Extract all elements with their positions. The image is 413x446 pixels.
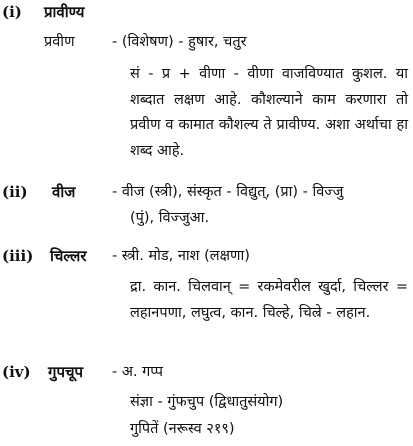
entry-number: (ii) — [2, 183, 28, 201]
entry-definition-line: - वीज (स्त्री), संस्कृत - विद्युत्, (प्रा) - विज्जु — [112, 184, 344, 200]
sub-word: प्रवीण — [44, 34, 75, 50]
entry-explanation: द्रा. कान. चिलवान् = रकमेवरील खुर्दा, चिल्लर = लहानपणा, लघुत्व, कान. चिल्हे, चिल्रे - लहान. — [130, 279, 408, 321]
entry-number: (iii) — [2, 247, 34, 265]
entry-explanation: सं - प्र + वीणा - वीणा वाजविण्यात कुशल. या शब्दात लक्षण आहे. कौशल्याने काम करणारा तो प्रवीण व कामात कौशल्य ते प्रावीण्य. अशा अर्थाचा हा शब्द आहे. — [130, 66, 408, 159]
entry-number: (iv) — [2, 363, 31, 381]
entry-definition-line: - स्त्री. मोड, नाश (लक्षणा) — [112, 248, 250, 264]
entry-term: प्रावीण्य — [44, 3, 85, 21]
entry-term: गुपचूप — [48, 363, 84, 381]
entry-term: चिल्लर — [50, 247, 87, 265]
entry-term: वीज — [52, 183, 76, 201]
entry-definition-line: संज्ञा - गुंफचुप (द्विधातुसंयोग) — [130, 394, 284, 410]
entry-definition-line: - अ. गप्प — [112, 364, 164, 380]
entry-definition-line: गुपितें (नरूस्व २१९) — [130, 421, 235, 437]
entry-definition-line: (पुं), विज्जुआ. — [130, 210, 210, 226]
entry-number: (i) — [2, 3, 22, 21]
sub-definition: - (विशेषण) - हुषार, चतुर — [112, 34, 247, 50]
